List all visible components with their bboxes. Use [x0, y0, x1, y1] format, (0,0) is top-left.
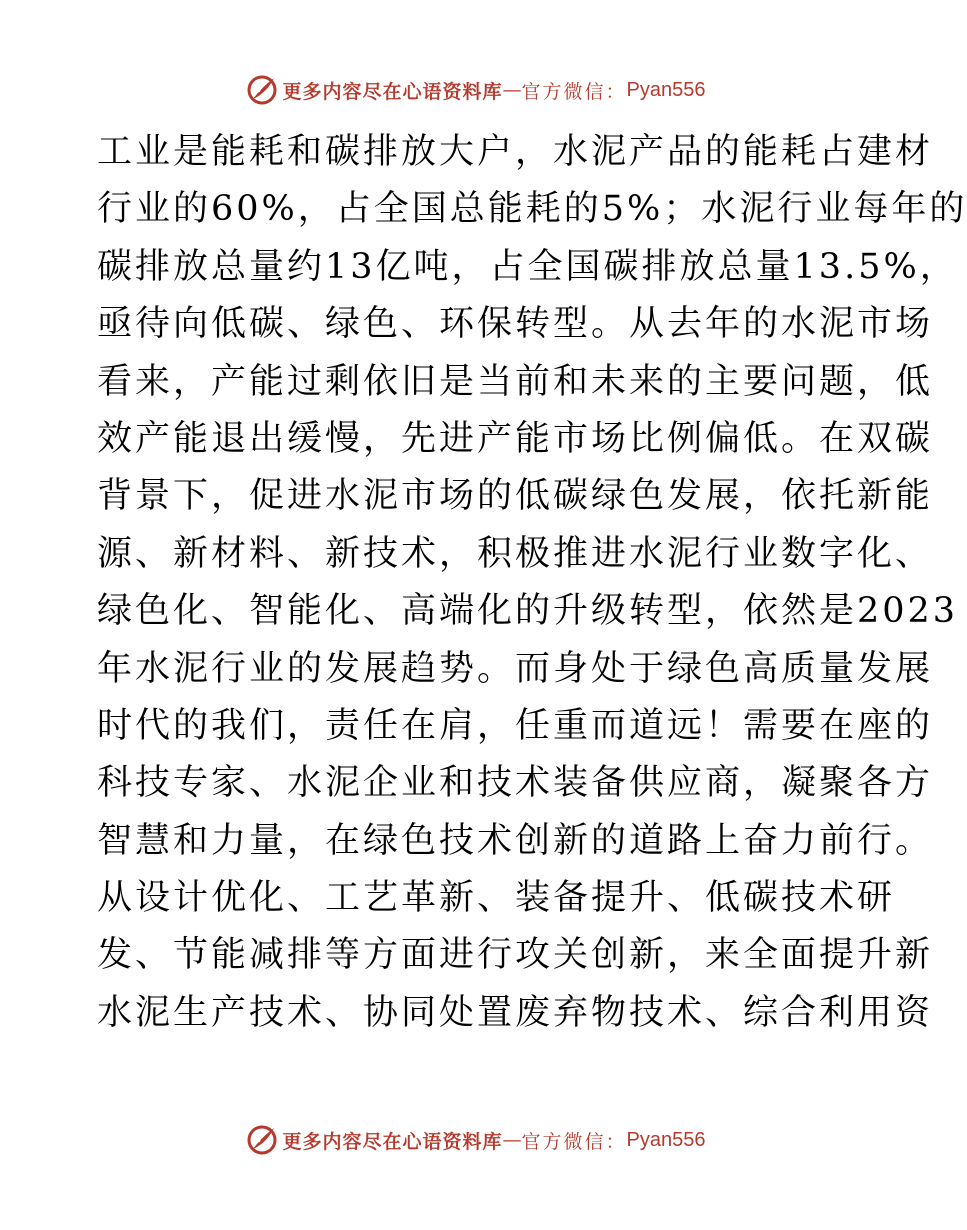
header-watermark-banner	[0, 70, 950, 110]
header-site-text: 更多内容尽在心语资料库	[282, 80, 503, 103]
body-line: 亟待向低碳、绿色、环保转型。从去年的水泥市场	[97, 304, 934, 345]
body-line: 时代的我们，责任在肩，任重而道远！需要在座的	[97, 705, 934, 746]
header-dash: —	[502, 79, 522, 101]
body-line: 源、新材料、新技术，积极推进水泥行业数字化、	[97, 533, 934, 574]
header-official-label: 官方微信：	[521, 80, 627, 103]
body-line: 背景下，促进水泥市场的低碳绿色发展，依托新能	[97, 476, 934, 517]
body-line: 智慧和力量，在绿色技术创新的道路上奋力前行。	[97, 820, 934, 861]
body-line: 效产能退出缓慢，先进产能市场比例偏低。在双碳	[97, 418, 934, 459]
body-line: 看来，产能过剩依旧是当前和未来的主要问题，低	[97, 361, 934, 402]
footer-site-text: 更多内容尽在心语资料库	[282, 1130, 503, 1153]
quill-logo-icon	[245, 1123, 279, 1157]
header-wechat-id: Pyan556	[626, 78, 706, 101]
quill-logo-icon	[245, 73, 279, 107]
body-line: 年水泥行业的发展趋势。而身处于绿色高质量发展	[97, 648, 934, 689]
body-line: 绿色化、智能化、高端化的升级转型，依然是2023	[97, 591, 959, 632]
body-line: 工业是能耗和碳排放大户，水泥产品的能耗占建材	[97, 132, 934, 172]
body-line: 水泥生产技术、协同处置废弃物技术、综合利用资	[97, 992, 934, 1033]
body-line: 碳排放总量约13亿吨，占全国碳排放总量13.5%，	[97, 246, 958, 287]
footer-wechat-id: Pyan556	[626, 1128, 706, 1151]
body-line: 科技专家、水泥企业和技术装备供应商，凝聚各方	[97, 763, 934, 804]
body-line: 发、节能减排等方面进行攻关创新，来全面提升新	[97, 935, 934, 976]
body-line: 行业的60%，占全国总能耗的5%；水泥行业每年的	[97, 189, 967, 230]
article-body	[97, 124, 967, 1042]
footer-dash: —	[502, 1129, 522, 1151]
body-line: 从设计优化、工艺革新、装备提升、低碳技术研	[97, 878, 896, 919]
footer-watermark-banner	[0, 1120, 950, 1160]
footer-official-label: 官方微信：	[521, 1130, 627, 1153]
